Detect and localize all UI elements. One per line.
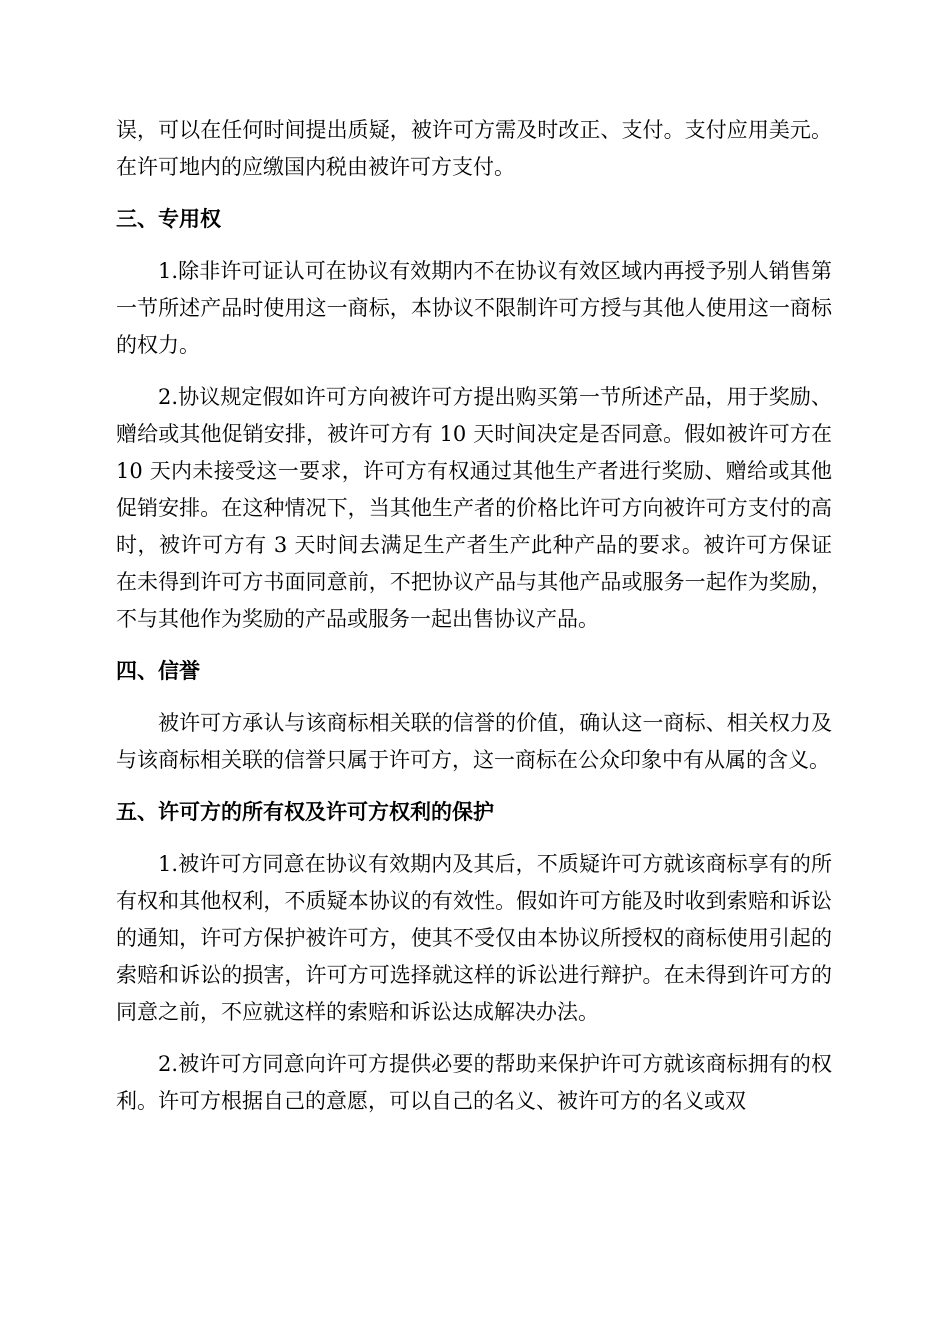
paragraph-exclusive-rights-1: 1.除非许可证认可在协议有效期内不在协议有效区域内再授予别人销售第一节所述产品时使用这一商标，本协议不限制许可方授与其他人使用这一商标的权力。 (116, 259, 832, 357)
section-heading-exclusive-rights: 三、专用权 (116, 207, 221, 231)
paragraph-goodwill: 被许可方承认与该商标相关联的信誉的价值，确认这一商标、相关权力及与该商标相关联的信誉只属于许可方，这一商标在公众印象中有从属的含义。 (116, 711, 832, 772)
section-heading-ownership-protection: 五、许可方的所有权及许可方权利的保护 (116, 800, 494, 824)
section-heading-goodwill: 四、信誉 (116, 659, 200, 683)
document-body (116, 112, 832, 1120)
paragraph-exclusive-rights-2: 2.协议规定假如许可方向被许可方提出购买第一节所述产品，用于奖励、赠给或其他促销安排，被许可方有 10 天时间决定是否同意。假如被许可方在 10 天内未接受这一要求，许可方有权通过其他生产者进行奖励、赠给或其他促销安排。在这种情况下，当其他生产者的价格比许可方向被许可方支付的高时，被许可方有 3 天时间去满足生产者生产此种产品的要求。被许可方保证在未得到许可方书面同意前，不把协议产品与其他产品或服务一起作为奖励，不与其他作为奖励的产品或服务一起出售协议产品。 (116, 385, 832, 631)
paragraph-ownership-protection-1: 1.被许可方同意在协议有效期内及其后，不质疑许可方就该商标享有的所有权和其他权利，不质疑本协议的有效性。假如许可方能及时收到索赔和诉讼的通知，许可方保护被许可方，使其不受仅由本协议所授权的商标使用引起的索赔和诉讼的损害，许可方可选择就这样的诉讼进行辩护。在未得到许可方的同意之前，不应就这样的索赔和诉讼达成解决办法。 (116, 852, 832, 1024)
paragraph-payment-continuation: 误，可以在任何时间提出质疑，被许可方需及时改正、支付。支付应用美元。在许可地内的应缴国内税由被许可方支付。 (116, 118, 832, 179)
paragraph-ownership-protection-2: 2.被许可方同意向许可方提供必要的帮助来保护许可方就该商标拥有的权利。许可方根据自己的意愿，可以自己的名义、被许可方的名义或双 (116, 1052, 832, 1113)
